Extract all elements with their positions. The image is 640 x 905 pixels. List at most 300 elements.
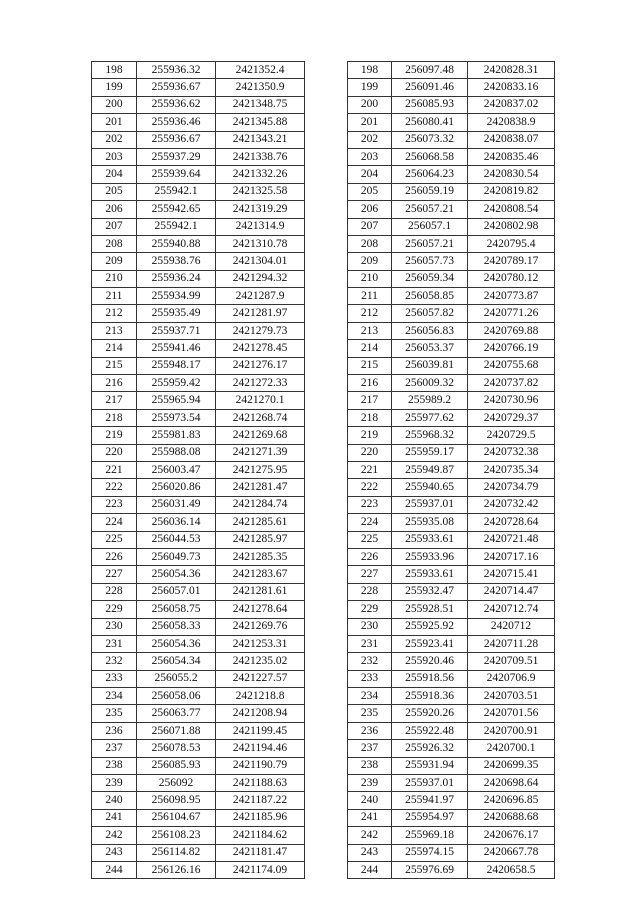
y-coordinate-cell: 2421185.96	[216, 809, 305, 826]
table-row	[348, 131, 555, 148]
y-coordinate-cell: 2420795.4	[468, 235, 555, 252]
y-coordinate-cell: 2421269.76	[216, 618, 305, 635]
table-row	[348, 479, 555, 496]
table-row	[92, 548, 305, 565]
point-number-cell: 241	[348, 809, 392, 826]
x-coordinate-cell: 255948.17	[137, 357, 216, 374]
table-row	[348, 288, 555, 305]
table-row	[92, 235, 305, 252]
y-coordinate-cell: 2421269.68	[216, 427, 305, 444]
y-coordinate-cell: 2421271.39	[216, 444, 305, 461]
x-coordinate-cell: 255941.46	[137, 340, 216, 357]
table-row	[348, 392, 555, 409]
x-coordinate-cell: 255920.26	[392, 705, 468, 722]
point-number-cell: 240	[348, 792, 392, 809]
table-row	[348, 253, 555, 270]
point-number-cell: 208	[348, 235, 392, 252]
x-coordinate-cell: 255933.61	[392, 566, 468, 583]
y-coordinate-cell: 2420688.68	[468, 809, 555, 826]
y-coordinate-cell: 2421278.45	[216, 340, 305, 357]
y-coordinate-cell: 2420712	[468, 618, 555, 635]
point-number-cell: 216	[348, 375, 392, 392]
table-row	[348, 670, 555, 687]
y-coordinate-cell: 2421184.62	[216, 827, 305, 844]
y-coordinate-cell: 2420712.74	[468, 601, 555, 618]
x-coordinate-cell: 255938.76	[137, 253, 216, 270]
y-coordinate-cell: 2420732.38	[468, 444, 555, 461]
point-number-cell: 222	[92, 479, 137, 496]
point-number-cell: 223	[92, 496, 137, 513]
y-coordinate-cell: 2421279.73	[216, 322, 305, 339]
y-coordinate-cell: 2421268.74	[216, 409, 305, 426]
table-row	[348, 601, 555, 618]
point-number-cell: 235	[348, 705, 392, 722]
x-coordinate-cell: 255923.41	[392, 635, 468, 652]
point-number-cell: 237	[348, 740, 392, 757]
point-number-cell: 237	[92, 740, 137, 757]
x-coordinate-cell: 256054.34	[137, 653, 216, 670]
x-coordinate-cell: 256056.83	[392, 322, 468, 339]
coordinate-table-left	[91, 61, 305, 879]
point-number-cell: 214	[92, 340, 137, 357]
y-coordinate-cell: 2420769.88	[468, 322, 555, 339]
point-number-cell: 238	[348, 757, 392, 774]
point-number-cell: 205	[348, 183, 392, 200]
x-coordinate-cell: 256036.14	[137, 514, 216, 531]
point-number-cell: 199	[348, 79, 392, 96]
point-number-cell: 212	[348, 305, 392, 322]
point-number-cell: 218	[92, 409, 137, 426]
point-number-cell: 204	[348, 166, 392, 183]
point-number-cell: 198	[348, 62, 392, 79]
y-coordinate-cell: 2420715.41	[468, 566, 555, 583]
x-coordinate-cell: 255926.32	[392, 740, 468, 757]
table-row	[348, 166, 555, 183]
point-number-cell: 221	[348, 461, 392, 478]
table-row	[348, 461, 555, 478]
x-coordinate-cell: 255931.94	[392, 757, 468, 774]
table-row	[92, 409, 305, 426]
table-row	[348, 653, 555, 670]
y-coordinate-cell: 2420830.54	[468, 166, 555, 183]
table-row	[92, 340, 305, 357]
table-row	[348, 375, 555, 392]
y-coordinate-cell: 2421281.61	[216, 583, 305, 600]
table-row	[92, 618, 305, 635]
y-coordinate-cell: 2420734.79	[468, 479, 555, 496]
point-number-cell: 236	[348, 722, 392, 739]
y-coordinate-cell: 2420737.82	[468, 375, 555, 392]
table-row	[348, 792, 555, 809]
y-coordinate-cell: 2421284.74	[216, 496, 305, 513]
x-coordinate-cell: 256057.73	[392, 253, 468, 270]
point-number-cell: 219	[92, 427, 137, 444]
y-coordinate-cell: 2420711.28	[468, 635, 555, 652]
y-coordinate-cell: 2421332.26	[216, 166, 305, 183]
table-row	[92, 861, 305, 878]
y-coordinate-cell: 2420838.9	[468, 114, 555, 131]
table-row	[348, 322, 555, 339]
point-number-cell: 207	[92, 218, 137, 235]
table-row	[92, 96, 305, 113]
point-number-cell: 227	[348, 566, 392, 583]
table-body	[348, 62, 555, 879]
y-coordinate-cell: 2421199.45	[216, 722, 305, 739]
table-row	[92, 392, 305, 409]
table-row	[92, 79, 305, 96]
x-coordinate-cell: 255918.36	[392, 688, 468, 705]
x-coordinate-cell: 256092	[137, 775, 216, 792]
y-coordinate-cell: 2421294.32	[216, 270, 305, 287]
y-coordinate-cell: 2421287.9	[216, 288, 305, 305]
y-coordinate-cell: 2420721.48	[468, 531, 555, 548]
x-coordinate-cell: 255933.96	[392, 548, 468, 565]
table-row	[348, 548, 555, 565]
y-coordinate-cell: 2421338.76	[216, 148, 305, 165]
table-row	[92, 775, 305, 792]
point-number-cell: 215	[92, 357, 137, 374]
point-number-cell: 225	[348, 531, 392, 548]
x-coordinate-cell: 255936.67	[137, 79, 216, 96]
table-row	[348, 114, 555, 131]
point-number-cell: 201	[348, 114, 392, 131]
table-body	[92, 62, 305, 879]
table-row	[348, 357, 555, 374]
table-row	[92, 62, 305, 79]
x-coordinate-cell: 255920.46	[392, 653, 468, 670]
x-coordinate-cell: 255942.65	[137, 201, 216, 218]
y-coordinate-cell: 2420833.16	[468, 79, 555, 96]
x-coordinate-cell: 255936.46	[137, 114, 216, 131]
point-number-cell: 227	[92, 566, 137, 583]
table-row	[92, 114, 305, 131]
point-number-cell: 208	[92, 235, 137, 252]
x-coordinate-cell: 256054.36	[137, 635, 216, 652]
y-coordinate-cell: 2421208.94	[216, 705, 305, 722]
table-row	[348, 583, 555, 600]
y-coordinate-cell: 2420789.17	[468, 253, 555, 270]
x-coordinate-cell: 255936.67	[137, 131, 216, 148]
table-row	[348, 148, 555, 165]
point-number-cell: 211	[92, 288, 137, 305]
table-row	[92, 827, 305, 844]
y-coordinate-cell: 2421278.64	[216, 601, 305, 618]
x-coordinate-cell: 255959.17	[392, 444, 468, 461]
y-coordinate-cell: 2420729.5	[468, 427, 555, 444]
y-coordinate-cell: 2420771.26	[468, 305, 555, 322]
table-row	[92, 670, 305, 687]
y-coordinate-cell: 2420703.51	[468, 688, 555, 705]
point-number-cell: 221	[92, 461, 137, 478]
point-number-cell: 225	[92, 531, 137, 548]
table-row	[348, 62, 555, 79]
x-coordinate-cell: 256049.73	[137, 548, 216, 565]
point-number-cell: 209	[348, 253, 392, 270]
point-number-cell: 203	[348, 148, 392, 165]
x-coordinate-cell: 256058.85	[392, 288, 468, 305]
y-coordinate-cell: 2421348.75	[216, 96, 305, 113]
table-row	[92, 740, 305, 757]
x-coordinate-cell: 255936.24	[137, 270, 216, 287]
table-row	[92, 844, 305, 861]
x-coordinate-cell: 256059.19	[392, 183, 468, 200]
point-number-cell: 223	[348, 496, 392, 513]
y-coordinate-cell: 2421190.79	[216, 757, 305, 774]
x-coordinate-cell: 256058.33	[137, 618, 216, 635]
y-coordinate-cell: 2421188.63	[216, 775, 305, 792]
x-coordinate-cell: 256085.93	[137, 757, 216, 774]
table-row	[348, 705, 555, 722]
x-coordinate-cell: 256057.1	[392, 218, 468, 235]
point-number-cell: 239	[348, 775, 392, 792]
table-row	[348, 340, 555, 357]
point-number-cell: 200	[92, 96, 137, 113]
table-row	[348, 514, 555, 531]
y-coordinate-cell: 2421275.95	[216, 461, 305, 478]
table-row	[92, 201, 305, 218]
x-coordinate-cell: 255932.47	[392, 583, 468, 600]
table-row	[92, 427, 305, 444]
y-coordinate-cell: 2421270.1	[216, 392, 305, 409]
y-coordinate-cell: 2420728.64	[468, 514, 555, 531]
table-row	[92, 270, 305, 287]
x-coordinate-cell: 256044.53	[137, 531, 216, 548]
point-number-cell: 220	[92, 444, 137, 461]
point-number-cell: 241	[92, 809, 137, 826]
x-coordinate-cell: 255922.48	[392, 722, 468, 739]
x-coordinate-cell: 256126.16	[137, 861, 216, 878]
x-coordinate-cell: 255976.69	[392, 861, 468, 878]
table-row	[348, 218, 555, 235]
x-coordinate-cell: 255959.42	[137, 375, 216, 392]
x-coordinate-cell: 255977.62	[392, 409, 468, 426]
point-number-cell: 222	[348, 479, 392, 496]
point-number-cell: 242	[348, 827, 392, 844]
y-coordinate-cell: 2420835.46	[468, 148, 555, 165]
y-coordinate-cell: 2420658.5	[468, 861, 555, 878]
table-row	[92, 479, 305, 496]
y-coordinate-cell: 2420701.56	[468, 705, 555, 722]
x-coordinate-cell: 255934.99	[137, 288, 216, 305]
y-coordinate-cell: 2420773.87	[468, 288, 555, 305]
table-row	[92, 757, 305, 774]
point-number-cell: 239	[92, 775, 137, 792]
point-number-cell: 226	[92, 548, 137, 565]
x-coordinate-cell: 255974.15	[392, 844, 468, 861]
table-row	[92, 131, 305, 148]
table-row	[92, 531, 305, 548]
table-row	[92, 566, 305, 583]
x-coordinate-cell: 256114.82	[137, 844, 216, 861]
point-number-cell: 244	[348, 861, 392, 878]
table-row	[348, 427, 555, 444]
point-number-cell: 198	[92, 62, 137, 79]
point-number-cell: 201	[92, 114, 137, 131]
y-coordinate-cell: 2421281.47	[216, 479, 305, 496]
x-coordinate-cell: 256064.23	[392, 166, 468, 183]
y-coordinate-cell: 2420819.82	[468, 183, 555, 200]
x-coordinate-cell: 255937.01	[392, 496, 468, 513]
x-coordinate-cell: 256057.21	[392, 235, 468, 252]
point-number-cell: 228	[348, 583, 392, 600]
point-number-cell: 206	[348, 201, 392, 218]
y-coordinate-cell: 2421325.58	[216, 183, 305, 200]
y-coordinate-cell: 2421345.88	[216, 114, 305, 131]
table-row	[348, 775, 555, 792]
x-coordinate-cell: 256039.81	[392, 357, 468, 374]
table-row	[348, 96, 555, 113]
y-coordinate-cell: 2420667.78	[468, 844, 555, 861]
point-number-cell: 230	[348, 618, 392, 635]
y-coordinate-cell: 2421272.33	[216, 375, 305, 392]
coordinate-table-right	[347, 61, 555, 879]
point-number-cell: 243	[348, 844, 392, 861]
y-coordinate-cell: 2420700.91	[468, 722, 555, 739]
table-row	[348, 757, 555, 774]
y-coordinate-cell: 2421276.17	[216, 357, 305, 374]
table-row	[92, 809, 305, 826]
point-number-cell: 219	[348, 427, 392, 444]
table-row	[348, 827, 555, 844]
table-row	[92, 496, 305, 513]
point-number-cell: 210	[92, 270, 137, 287]
x-coordinate-cell: 255936.32	[137, 62, 216, 79]
x-coordinate-cell: 256055.2	[137, 670, 216, 687]
point-number-cell: 244	[92, 861, 137, 878]
x-coordinate-cell: 256068.58	[392, 148, 468, 165]
y-coordinate-cell: 2421310.78	[216, 235, 305, 252]
point-number-cell: 229	[92, 601, 137, 618]
y-coordinate-cell: 2420735.34	[468, 461, 555, 478]
x-coordinate-cell: 255989.2	[392, 392, 468, 409]
table-row	[348, 531, 555, 548]
table-row	[92, 305, 305, 322]
table-row	[348, 740, 555, 757]
y-coordinate-cell: 2421285.97	[216, 531, 305, 548]
table-row	[348, 235, 555, 252]
point-number-cell: 226	[348, 548, 392, 565]
x-coordinate-cell: 256071.88	[137, 722, 216, 739]
y-coordinate-cell: 2420700.1	[468, 740, 555, 757]
point-number-cell: 231	[348, 635, 392, 652]
x-coordinate-cell: 256073.32	[392, 131, 468, 148]
point-number-cell: 214	[348, 340, 392, 357]
y-coordinate-cell: 2420730.96	[468, 392, 555, 409]
table-row	[92, 183, 305, 200]
table-row	[92, 792, 305, 809]
point-number-cell: 228	[92, 583, 137, 600]
y-coordinate-cell: 2421283.67	[216, 566, 305, 583]
table-row	[348, 861, 555, 878]
y-coordinate-cell: 2420766.19	[468, 340, 555, 357]
point-number-cell: 238	[92, 757, 137, 774]
point-number-cell: 204	[92, 166, 137, 183]
x-coordinate-cell: 256058.75	[137, 601, 216, 618]
y-coordinate-cell: 2421304.01	[216, 253, 305, 270]
y-coordinate-cell: 2420676.17	[468, 827, 555, 844]
table-row	[348, 444, 555, 461]
x-coordinate-cell: 255941.97	[392, 792, 468, 809]
table-row	[92, 461, 305, 478]
table-row	[92, 635, 305, 652]
point-number-cell: 206	[92, 201, 137, 218]
table-row	[92, 583, 305, 600]
point-number-cell: 243	[92, 844, 137, 861]
x-coordinate-cell: 255940.88	[137, 235, 216, 252]
x-coordinate-cell: 256063.77	[137, 705, 216, 722]
table-row	[92, 444, 305, 461]
table-row	[92, 357, 305, 374]
point-number-cell: 202	[92, 131, 137, 148]
table-row	[348, 409, 555, 426]
x-coordinate-cell: 256009.32	[392, 375, 468, 392]
point-number-cell: 200	[348, 96, 392, 113]
y-coordinate-cell: 2420706.9	[468, 670, 555, 687]
x-coordinate-cell: 255969.18	[392, 827, 468, 844]
x-coordinate-cell: 255988.08	[137, 444, 216, 461]
y-coordinate-cell: 2421314.9	[216, 218, 305, 235]
x-coordinate-cell: 256078.53	[137, 740, 216, 757]
y-coordinate-cell: 2421350.9	[216, 79, 305, 96]
table-row	[348, 270, 555, 287]
table-row	[92, 322, 305, 339]
x-coordinate-cell: 256104.67	[137, 809, 216, 826]
point-number-cell: 199	[92, 79, 137, 96]
table-row	[92, 166, 305, 183]
point-number-cell: 209	[92, 253, 137, 270]
y-coordinate-cell: 2421194.46	[216, 740, 305, 757]
point-number-cell: 240	[92, 792, 137, 809]
point-number-cell: 211	[348, 288, 392, 305]
x-coordinate-cell: 256053.37	[392, 340, 468, 357]
table-row	[348, 305, 555, 322]
y-coordinate-cell: 2420802.98	[468, 218, 555, 235]
point-number-cell: 217	[92, 392, 137, 409]
x-coordinate-cell: 256020.86	[137, 479, 216, 496]
table-row	[348, 566, 555, 583]
table-row	[92, 288, 305, 305]
y-coordinate-cell: 2421227.57	[216, 670, 305, 687]
table-row	[348, 844, 555, 861]
table-row	[348, 809, 555, 826]
point-number-cell: 234	[348, 688, 392, 705]
point-number-cell: 229	[348, 601, 392, 618]
point-number-cell: 218	[348, 409, 392, 426]
point-number-cell: 233	[92, 670, 137, 687]
x-coordinate-cell: 256057.21	[392, 201, 468, 218]
x-coordinate-cell: 255949.87	[392, 461, 468, 478]
y-coordinate-cell: 2421319.29	[216, 201, 305, 218]
table-row	[92, 653, 305, 670]
y-coordinate-cell: 2420729.37	[468, 409, 555, 426]
point-number-cell: 202	[348, 131, 392, 148]
x-coordinate-cell: 255935.49	[137, 305, 216, 322]
point-number-cell: 213	[348, 322, 392, 339]
table-row	[348, 722, 555, 739]
y-coordinate-cell: 2420696.85	[468, 792, 555, 809]
x-coordinate-cell: 255940.65	[392, 479, 468, 496]
y-coordinate-cell: 2421352.4	[216, 62, 305, 79]
x-coordinate-cell: 255942.1	[137, 183, 216, 200]
table-row	[348, 201, 555, 218]
point-number-cell: 232	[92, 653, 137, 670]
x-coordinate-cell: 255925.92	[392, 618, 468, 635]
x-coordinate-cell: 256058.06	[137, 688, 216, 705]
table-row	[92, 722, 305, 739]
y-coordinate-cell: 2421218.8	[216, 688, 305, 705]
x-coordinate-cell: 255935.08	[392, 514, 468, 531]
x-coordinate-cell: 255939.64	[137, 166, 216, 183]
